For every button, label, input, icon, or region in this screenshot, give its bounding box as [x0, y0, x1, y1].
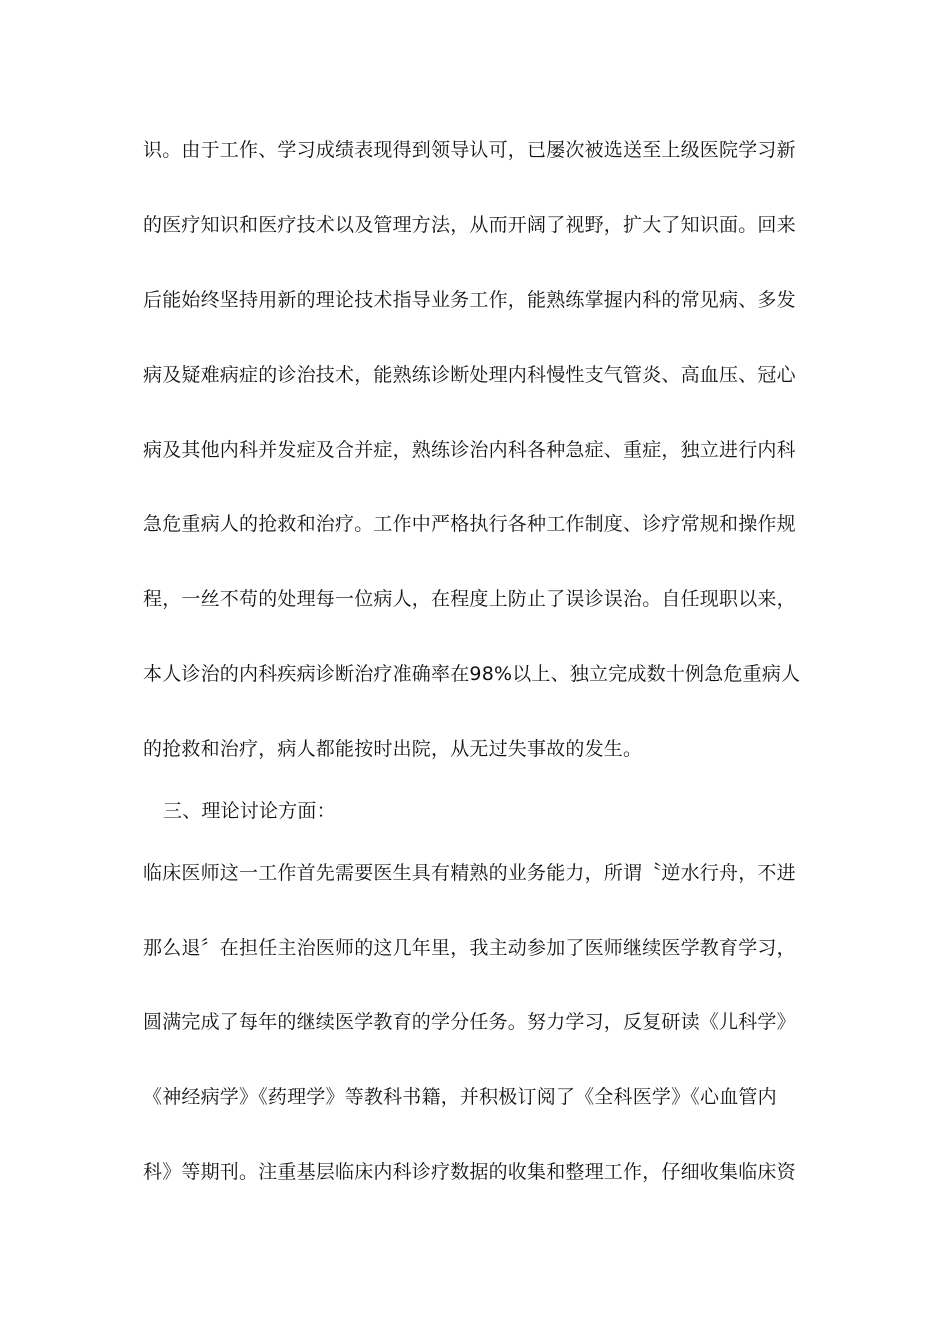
- text-line: 程，一丝不苟的处理每一位病人，在程度上防止了误诊误治。自任现职以来，: [143, 588, 796, 610]
- text-line: 临床医师这一工作首先需要医生具有精熟的业务能力，所谓〝逆水行舟，不进: [143, 862, 796, 884]
- text-line: 科》等期刊。注重基层临床内科诊疗数据的收集和整理工作，仔细收集临床资: [143, 1161, 796, 1183]
- text-line: 后能始终坚持用新的理论技术指导业务工作，能熟练掌握内科的常见病、多发: [143, 289, 796, 311]
- text-line: 病及其他内科并发症及合并症，熟练诊治内科各种急症、重症，独立进行内科: [143, 439, 796, 461]
- section-heading: 三、理论讨论方面：: [163, 800, 336, 822]
- text-line: 圆满完成了每年的继续医学教育的学分任务。努力学习，反复研读《儿科学》: [143, 1011, 796, 1033]
- text-line: 的医疗知识和医疗技术以及管理方法，从而开阔了视野，扩大了知识面。回来: [143, 214, 796, 236]
- text-line: 的抢救和治疗，病人都能按时出院，从无过失事故的发生。: [143, 738, 643, 760]
- text-line: 《神经病学》《药理学》等教科书籍，并积极订阅了《全科医学》《心血管内: [143, 1086, 777, 1108]
- text-line: 识。由于工作、学习成绩表现得到领导认可，已屡次被选送至上级医院学习新: [143, 139, 796, 161]
- text-line: 急危重病人的抢救和治疗。工作中严格执行各种工作制度、诊疗常规和操作规: [143, 513, 796, 535]
- text-line: 本人诊治的内科疾病诊断治疗准确率在98%以上、独立完成数十例急危重病人: [143, 663, 801, 685]
- text-line: 那么退〞在担任主治医师的这几年里，我主动参加了医师继续医学教育学习，: [143, 937, 796, 959]
- text-line: 病及疑难病症的诊治技术，能熟练诊断处理内科慢性支气管炎、高血压、冠心: [143, 364, 796, 386]
